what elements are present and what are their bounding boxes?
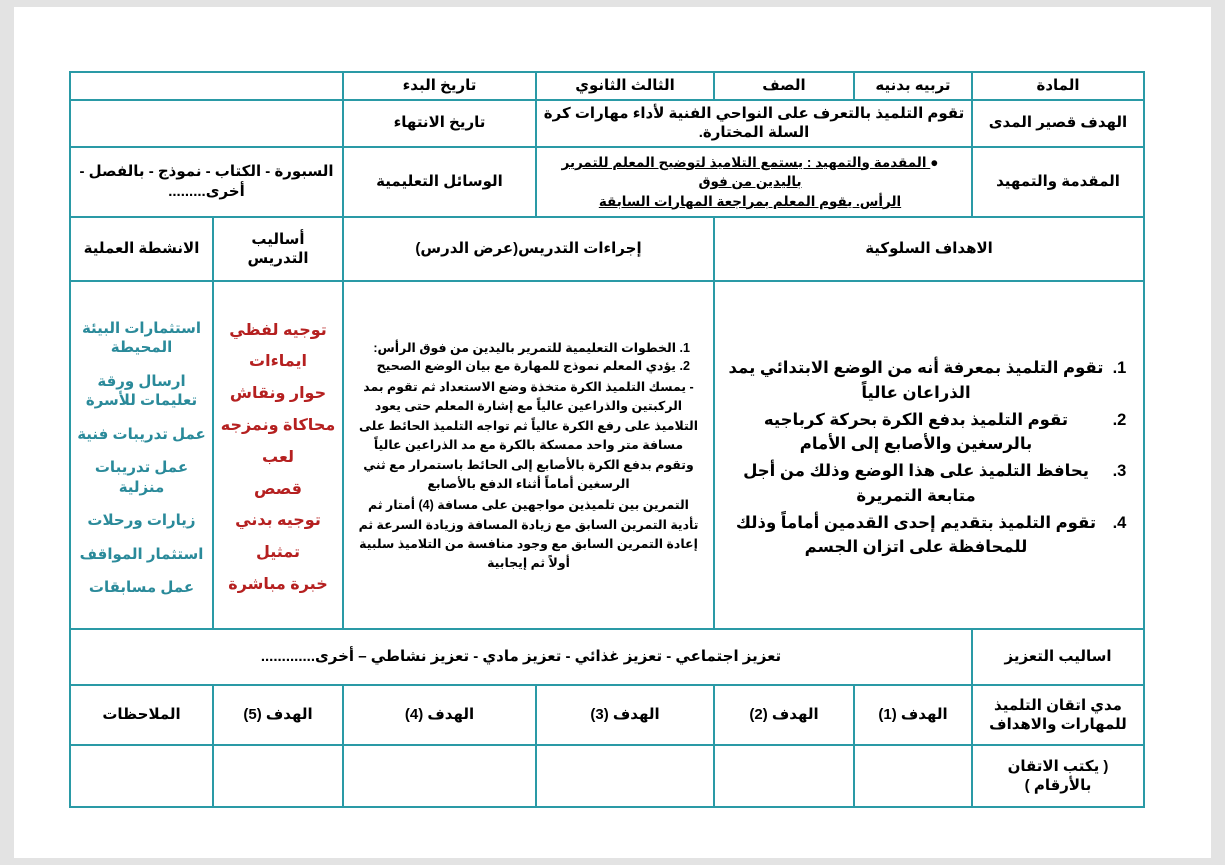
practical-activities-cell[interactable] — [70, 281, 213, 629]
list-item: عمل تدريبات منزلية — [94, 459, 189, 496]
list-item: قصص — [253, 480, 303, 498]
list-item: حوار ونقاش — [229, 385, 327, 403]
short-objective-label: الهدف قصير المدى — [972, 100, 1144, 147]
goal-header-5: الهدف (5) — [213, 685, 343, 745]
list-item: توجيه بدني — [235, 512, 321, 530]
procedure-paragraph: التمرين بين تلميذين مواجهين على مسافة (4) أمتار ثم تأدية التمرين السابق مع زيادة المسافة وزيادة السرعة ثم إعادة التمرين السابق مع وجود منافسة من التلاميذ سلبية أولاً ثم إيجابية — [358, 498, 699, 571]
table-row-mastery-entry — [70, 745, 1144, 807]
list-item: زيارات ورحلات — [87, 512, 196, 530]
start-date-value[interactable] — [70, 72, 343, 100]
short-objective-value[interactable]: تقوم التلميذ بالتعرف على النواحي الفنية لأداء مهارات كرة السلة المختارة. — [536, 100, 972, 147]
grade-label: الصف — [714, 72, 854, 100]
behavioral-objectives-list — [724, 356, 1134, 560]
list-item: 1. تقوم التلميذ بمعرفة أنه من الوضع الابتدائي يمد الذراعان عالياً — [724, 356, 1108, 406]
intro-line-1 — [544, 153, 956, 192]
table-row-mastery-headers — [70, 685, 1144, 745]
subject-label: المادة — [972, 72, 1144, 100]
list-item: خبرة مباشرة — [228, 575, 328, 593]
end-date-value[interactable] — [70, 100, 343, 147]
list-item: ايماءات — [249, 353, 307, 371]
intro-text-wrapper — [542, 151, 966, 214]
column-header-practical-activities: الانشطة العملية — [70, 217, 213, 281]
list-item: عمل مسابقات — [88, 579, 195, 597]
column-header-teaching-procedures: إجراءات التدريس(عرض الدرس) — [343, 217, 714, 281]
list-item: 1. الخطوات التعليمية للتمرير باليدين من فوق الرأس: — [351, 339, 676, 358]
teaching-methods-cell[interactable] — [213, 281, 343, 629]
intro-line-1-text: المقدمة والتمهيد : يستمع التلاميذ لتوضيح المعلم للتمرير باليدين من فوق — [561, 154, 927, 190]
table-row-intro — [70, 147, 1144, 218]
list-item: عمل تدريبات فنية — [77, 425, 206, 443]
table-row-main-body — [70, 281, 1144, 629]
mastery-entry-label: ( يكتب الاتقان بالأرقام ) — [972, 745, 1144, 807]
goal-header-1: الهدف (1) — [854, 685, 972, 745]
mastery-entry-cell-4[interactable] — [343, 745, 536, 807]
list-item: ارسال ورقة تعليمات للأسرة — [85, 372, 198, 410]
list-item: 4. تقوم التلميذ بتقديم إحدى القدمين أماماً وذلك للمحافظة على اتزان الجسم — [724, 511, 1108, 561]
reinforcement-value[interactable]: تعزيز اجتماعي - تعزيز غذائي - تعزيز مادي - تعزيز نشاطي – أخرى............. — [70, 629, 972, 685]
list-item: 2. يؤدي المعلم نموذج للمهارة مع بيان الوضع الصحيح — [351, 357, 676, 376]
teaching-methods-list — [219, 315, 337, 601]
list-item: توجيه لفظي — [229, 321, 327, 339]
practical-activities-list — [76, 312, 207, 605]
mastery-entry-cell-3[interactable] — [536, 745, 714, 807]
lesson-plan-table — [69, 71, 1145, 808]
goal-header-4: الهدف (4) — [343, 685, 536, 745]
table-row-column-headers — [70, 217, 1144, 281]
column-header-behavioral-objectives: الاهداف السلوكية — [714, 217, 1144, 281]
behavioral-objectives-cell[interactable] — [714, 281, 1144, 629]
table-row-reinforcement — [70, 629, 1144, 685]
list-item: محاكاة ونمزجه — [220, 416, 336, 434]
teaching-procedures-cell[interactable] — [343, 281, 714, 629]
mastery-entry-cell-1[interactable] — [854, 745, 972, 807]
list-item: 3. يحافظ التلميذ على هذا الوضع وذلك من أجل متابعة التمريرة — [724, 459, 1108, 509]
column-header-teaching-methods: أساليب التدريس — [213, 217, 343, 281]
teaching-media-value[interactable]: السبورة - الكتاب - نموذج - بالفصل - أخرى......... — [70, 147, 343, 218]
list-item: 2. تقوم التلميذ بدفع الكرة بحركة كرباجيه بالرسغين والأصابع إلى الأمام — [724, 408, 1108, 458]
list-item: استثمار المواقف — [79, 545, 204, 563]
teaching-media-label: الوسائل التعليمية — [343, 147, 536, 218]
bullet-icon: ● — [930, 154, 939, 170]
list-item: لعب — [262, 448, 294, 466]
document-page — [14, 7, 1211, 858]
mastery-entry-cell-2[interactable] — [714, 745, 854, 807]
intro-line-2: الرأس. يقوم المعلم بمراجعة المهارات السابقة — [598, 193, 902, 209]
table-row-short-objective — [70, 100, 1144, 147]
mastery-entry-cell-notes[interactable] — [70, 745, 213, 807]
list-item: تمثيل — [255, 544, 301, 562]
goal-header-2: الهدف (2) — [714, 685, 854, 745]
reinforcement-label: اساليب التعزيز — [972, 629, 1144, 685]
list-item: استثمارات البيئة المحيطة — [81, 319, 202, 357]
mastery-label: مدي اتقان التلميذ للمهارات والاهداف — [972, 685, 1144, 745]
intro-label: المقدمة والتمهيد — [972, 147, 1144, 218]
end-date-label: تاريخ الانتهاء — [343, 100, 536, 147]
start-date-label: تاريخ البدء — [343, 72, 536, 100]
table-row-subject — [70, 72, 1144, 100]
notes-header: الملاحظات — [70, 685, 213, 745]
procedure-paragraph: - يمسك التلميذ الكرة متخذة وضع الاستعداد ثم تقوم بمد الركبتين والذراعين عالياً مع إشارة المعلم حتى يعود التلاميذ على رفع الكرة عالياً ثم تواجه التلميذ الحائط على مسافة متر واحد ممسكة بالكرة مع مد الذراعين عالياً وتقوم بدفع الكرة بالأصابع إلى الحائط باستمرار مع ثني الرسغين أماماً أثناء الدفع بالأصابع — [358, 380, 699, 491]
subject-value[interactable]: تربيه بدنيه — [854, 72, 972, 100]
intro-value-cell[interactable] — [536, 147, 972, 218]
mastery-entry-cell-5[interactable] — [213, 745, 343, 807]
grade-value[interactable]: الثالث الثانوي — [536, 72, 714, 100]
teaching-procedures-list — [351, 339, 706, 377]
goal-header-3: الهدف (3) — [536, 685, 714, 745]
